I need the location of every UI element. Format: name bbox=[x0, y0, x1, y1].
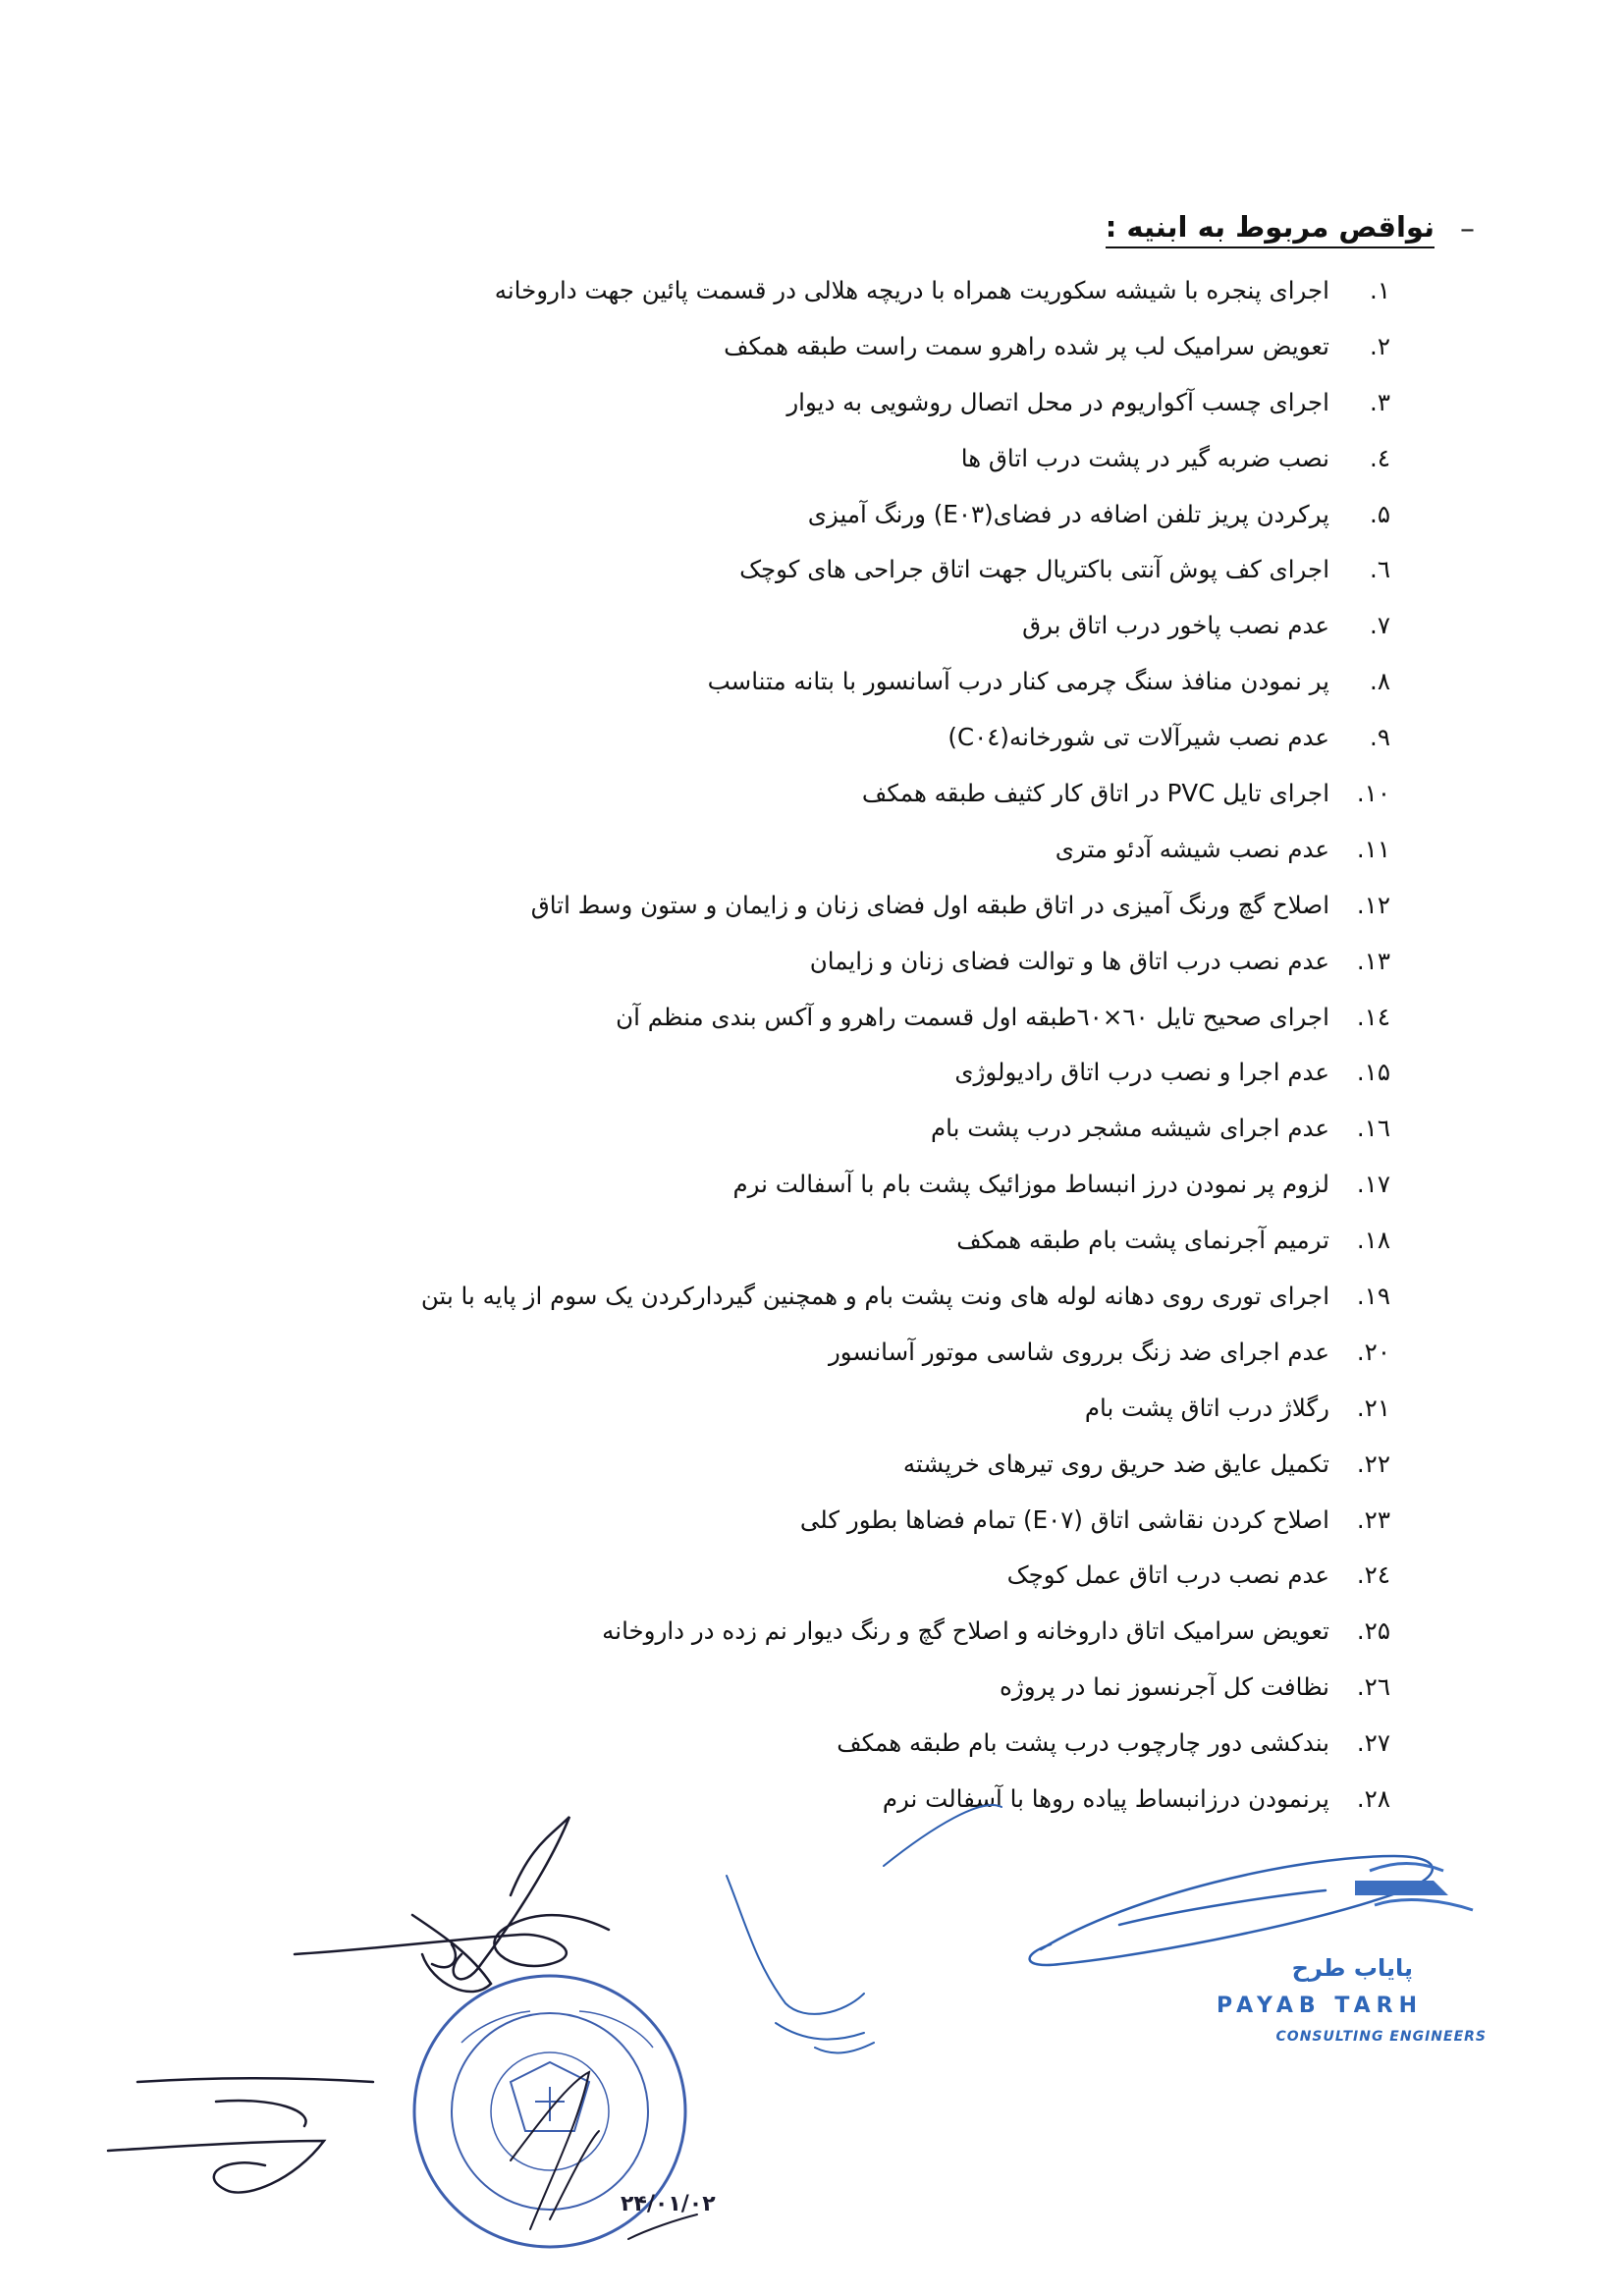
handwritten-date: ۲۴/۰۱/۰۲ bbox=[621, 2192, 716, 2216]
item-number: ۲٦. bbox=[1356, 1672, 1390, 1702]
section-heading: نواقص مربوط به ابنیه : bbox=[1106, 210, 1435, 248]
item-number: ٦. bbox=[1370, 555, 1390, 584]
defect-list-item bbox=[373, 1548, 1390, 1604]
item-number: ۲۱. bbox=[1356, 1393, 1390, 1422]
item-text: نظافت کل آجرنسوز نما در پروژه bbox=[1000, 1672, 1329, 1702]
handwritten-signature bbox=[1030, 1856, 1433, 1965]
stamp-name-fa: پایاب طرح bbox=[1291, 1954, 1413, 1982]
item-text: عدم اجرای شیشه مشجر درب پشت بام bbox=[930, 1114, 1329, 1143]
item-text: اجرای پنجره با شیشه سکوریت همراه با دریچه هلالی در قسمت پائین جهت داروخانه bbox=[494, 276, 1329, 304]
defect-list-item bbox=[373, 1604, 1390, 1660]
item-number: ۲٤. bbox=[1356, 1560, 1390, 1590]
defect-list bbox=[373, 263, 1390, 1828]
item-number: ۱۷. bbox=[1356, 1170, 1390, 1199]
item-number: ۱٦. bbox=[1356, 1114, 1390, 1143]
defect-list-item bbox=[373, 1269, 1390, 1325]
item-text: بندکشی دور چارچوب درب پشت بام طبقه همکف bbox=[837, 1728, 1329, 1758]
item-number: ۱۱. bbox=[1356, 834, 1390, 863]
item-text: ترمیم آجرنمای پشت بام طبقه همکف bbox=[956, 1226, 1329, 1255]
item-number: ۲۷. bbox=[1356, 1728, 1390, 1758]
item-text: اصلاح گچ ورنگ آمیزی در اتاق طبقه اول فضای زنان و زایمان و ستون وسط اتاق bbox=[530, 890, 1329, 919]
item-number: ۹. bbox=[1370, 723, 1390, 752]
item-text: اجرای صحیح تایل ٦۰×٦۰طبقه اول قسمت راهرو و آکس بندی منظم آن bbox=[616, 1002, 1329, 1031]
heading-dash: – bbox=[1460, 211, 1475, 246]
item-number: ۲. bbox=[1370, 331, 1390, 360]
defect-list-item bbox=[373, 1325, 1390, 1381]
item-text: عدم نصب درب اتاق ها و توالت فضای زنان و زایمان bbox=[809, 946, 1329, 975]
item-number: ۱۵. bbox=[1356, 1058, 1390, 1087]
item-text: رگلاژ درب اتاق پشت بام bbox=[1084, 1393, 1329, 1422]
item-text: عدم نصب شیشه آدئو متری bbox=[1055, 834, 1329, 863]
item-number: ۲۵. bbox=[1356, 1616, 1390, 1646]
defect-list-item bbox=[373, 1716, 1390, 1772]
item-number: ۱۲. bbox=[1356, 890, 1390, 919]
item-text: اجرای چسب آکواریوم در محل اتصال روشویی به دیوار bbox=[786, 387, 1329, 416]
defect-list-item bbox=[373, 710, 1390, 766]
defect-list-item bbox=[373, 1045, 1390, 1101]
defect-list-item bbox=[373, 990, 1390, 1046]
defect-list-item bbox=[373, 431, 1390, 487]
defect-list-item bbox=[373, 1437, 1390, 1493]
defect-list-item bbox=[373, 878, 1390, 934]
defect-list-item bbox=[373, 1157, 1390, 1213]
item-text: عدم نصب شیرآلات تی شورخانه(C۰٤) bbox=[947, 723, 1329, 752]
item-number: ۱۸. bbox=[1356, 1226, 1390, 1255]
handwritten-date-mark bbox=[628, 2214, 697, 2239]
item-text: لزوم پر نمودن درز انبساط موزائیک پشت بام با آسفالت نرم bbox=[732, 1170, 1329, 1199]
item-number: ۲۲. bbox=[1356, 1449, 1390, 1478]
item-number: ۲۳. bbox=[1356, 1504, 1390, 1534]
item-text: پر نمودن منافذ سنگ چرمی کنار درب آسانسور با بتانه متناسب bbox=[707, 667, 1329, 696]
company-stamp-logo bbox=[1355, 1864, 1473, 1911]
item-text: پرکردن پریز تلفن اضافه در فضای(E۰۳) ورنگ آمیزی bbox=[807, 499, 1329, 528]
item-number: ۱. bbox=[1370, 276, 1390, 304]
item-text: تکمیل عایق ضد حریق روی تیرهای خرپشته bbox=[902, 1449, 1329, 1478]
defect-list-item bbox=[373, 766, 1390, 822]
defect-list-item bbox=[373, 1381, 1390, 1437]
item-number: ۱۰. bbox=[1356, 779, 1390, 808]
defect-list-item bbox=[373, 654, 1390, 710]
defect-list-item bbox=[373, 822, 1390, 878]
handwritten-signature bbox=[295, 1817, 609, 1992]
item-number: ٤. bbox=[1370, 443, 1390, 472]
defect-list-item bbox=[373, 542, 1390, 598]
item-text: نصب ضربه گیر در پشت درب اتاق ها bbox=[960, 443, 1329, 472]
defect-list-item bbox=[373, 487, 1390, 543]
item-number: ۲۰. bbox=[1356, 1337, 1390, 1366]
item-number: ۲۸. bbox=[1356, 1784, 1390, 1814]
item-text: عدم اجرا و نصب درب اتاق رادیولوژی bbox=[954, 1058, 1329, 1087]
stamp-subtitle: CONSULTING ENGINEERS bbox=[1275, 2029, 1487, 2045]
defect-list-item bbox=[373, 1213, 1390, 1269]
handwritten-signature bbox=[511, 2072, 599, 2229]
defect-list-item bbox=[373, 1493, 1390, 1549]
item-text: اجرای توری روی دهانه لوله های ونت پشت بام و همچنین گیردارکردن یک سوم از پایه با بتن bbox=[420, 1282, 1329, 1311]
defect-list-item bbox=[373, 1101, 1390, 1157]
defect-list-item bbox=[373, 1772, 1390, 1828]
item-number: ۱۳. bbox=[1356, 946, 1390, 975]
item-text: اجرای کف پوش آنتی باکتریال جهت اتاق جراحی های کوچک bbox=[739, 555, 1329, 584]
item-text: پرنمودن درزانبساط پیاده روها با آسفالت نرم bbox=[882, 1784, 1329, 1814]
item-number: ۳. bbox=[1370, 387, 1390, 416]
item-text: تعویض سرامیک لب پر شده راهرو سمت راست طبقه همکف bbox=[724, 331, 1329, 360]
item-number: ۱٤. bbox=[1356, 1002, 1390, 1031]
defect-list-item bbox=[373, 598, 1390, 654]
item-number: ۱۹. bbox=[1356, 1282, 1390, 1311]
item-text: عدم نصب پاخور درب اتاق برق bbox=[1022, 611, 1329, 640]
item-text: اصلاح کردن نقاشی اتاق (E۰۷) تمام فضاها بطور کلی bbox=[799, 1504, 1329, 1534]
stamp-name-latin: PAYAB TARH bbox=[1217, 1994, 1423, 2018]
section-heading-row bbox=[1106, 210, 1475, 248]
defect-list-item bbox=[373, 934, 1390, 990]
item-number: ۸. bbox=[1370, 667, 1390, 696]
item-text: عدم نصب درب اتاق عمل کوچک bbox=[1006, 1560, 1329, 1590]
defect-list-item bbox=[373, 375, 1390, 431]
item-text: عدم اجرای ضد زنگ برروی شاسی موتور آسانسور bbox=[828, 1337, 1329, 1366]
item-text: اجرای تایل PVC در اتاق کار کثیف طبقه همکف bbox=[861, 779, 1329, 808]
handwritten-signature bbox=[727, 1805, 1001, 2052]
handwritten-signature bbox=[108, 2078, 373, 2192]
defect-list-item bbox=[373, 1660, 1390, 1716]
item-text: تعویض سرامیک اتاق داروخانه و اصلاح گچ و رنگ دیوار نم زده در داروخانه bbox=[602, 1616, 1329, 1646]
item-number: ۵. bbox=[1370, 499, 1390, 528]
item-number: ۷. bbox=[1370, 611, 1390, 640]
defect-list-item bbox=[373, 319, 1390, 375]
defect-list-item bbox=[373, 263, 1390, 319]
